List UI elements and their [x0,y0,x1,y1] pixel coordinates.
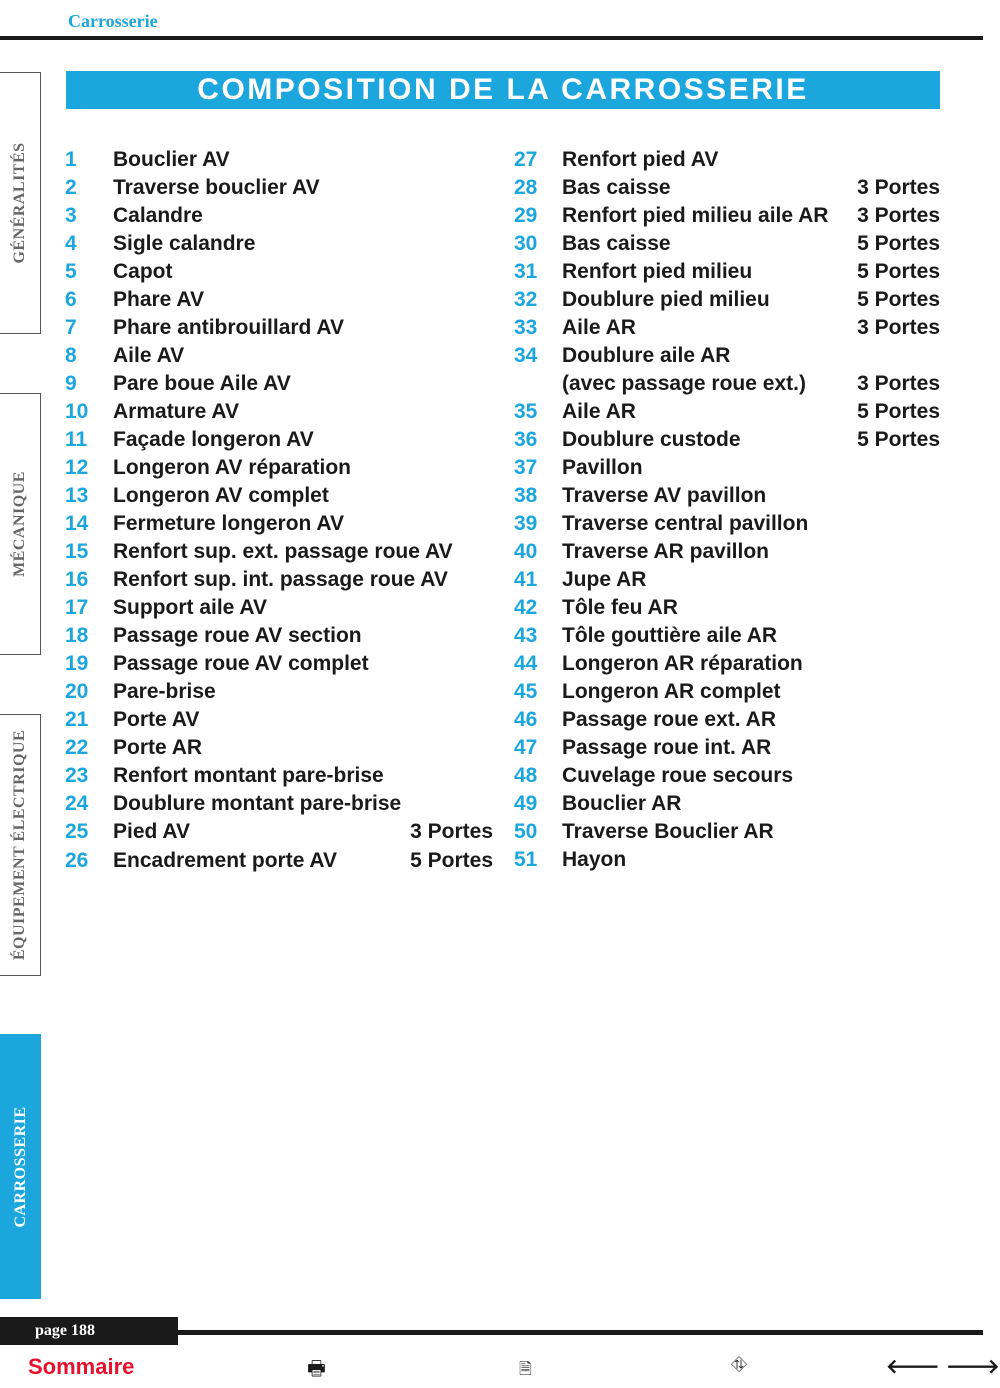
list-item [65,202,493,230]
item-label: Doublure custode [562,428,741,451]
item-number: 15 [65,540,89,563]
list-item [514,734,940,762]
item-number: 36 [514,428,538,451]
list-item [514,566,940,594]
item-label: Tôle feu AR [562,596,678,619]
item-number: 16 [65,568,89,591]
item-label: Aile AR [562,316,636,339]
header-title: Carrosserie [68,11,158,31]
list-item [514,706,940,734]
list-item [514,762,940,790]
item-label: Aile AV [113,344,185,367]
item-number: 32 [514,288,538,311]
item-note: 3 Portes [410,820,493,843]
list-item [514,146,940,174]
item-label: Longeron AR complet [562,680,781,703]
list-item [514,594,940,622]
item-number: 14 [65,512,89,535]
item-label: Bouclier AR [562,792,682,815]
list-item [514,678,940,706]
item-number: 27 [514,148,538,171]
item-label: Passage roue int. AR [562,736,772,759]
item-number: 13 [65,484,89,507]
list-item [65,454,493,482]
item-number: 22 [65,736,89,759]
item-number: 12 [65,456,89,479]
item-note: 5 Portes [410,849,493,872]
list-item [65,734,493,762]
item-number: 26 [65,849,89,872]
item-label: Longeron AV réparation [113,456,352,479]
item-label: Renfort sup. ext. passage roue AV [113,540,453,563]
list-item [514,846,940,874]
list-item [514,230,940,258]
item-label: Doublure aile AR [562,344,731,367]
list-item [514,818,940,846]
list-item [514,650,940,678]
item-number: 4 [65,232,77,255]
item-number: 38 [514,484,538,507]
item-number: 8 [65,344,77,367]
list-item [65,510,493,538]
item-number: 39 [514,512,538,535]
side-tab-carrosserie[interactable] [0,1034,41,1299]
item-label: Support aile AV [113,596,268,619]
item-label: Fermeture longeron AV [113,512,345,535]
list-item [65,230,493,258]
list-item [65,847,493,875]
item-number: 19 [65,652,89,675]
side-tab-label: MÉCANIQUE [11,471,28,577]
list-item [514,202,940,230]
list-item [65,398,493,426]
item-number: 2 [65,176,77,199]
list-item [514,790,940,818]
item-label: Bouclier AV [113,148,230,171]
item-label: Renfort sup. int. passage roue AV [113,568,448,591]
parts-list-left [65,146,493,875]
list-item [65,146,493,174]
document-icon[interactable]: 🗎 [519,1361,532,1378]
item-note: 3 Portes [857,204,940,227]
item-label: Longeron AV complet [113,484,329,507]
item-note: 5 Portes [857,260,940,283]
item-label: Traverse AV pavillon [562,484,767,507]
list-item [514,426,940,454]
item-number: 6 [65,288,77,311]
list-item [514,482,940,510]
page-number: page 188 [0,1317,178,1345]
list-item [65,174,493,202]
item-number: 21 [65,708,89,731]
side-tab-equipement-electrique[interactable] [0,714,41,976]
print-icon[interactable]: 🖶 [307,1358,326,1380]
list-item [514,314,940,342]
item-number: 5 [65,260,77,283]
item-label: Longeron AR réparation [562,652,803,675]
item-label: Traverse AR pavillon [562,540,769,563]
side-tab-label: CARROSSERIE [11,1105,29,1228]
item-number: 50 [514,820,538,843]
list-item [514,342,940,370]
list-item [65,342,493,370]
item-number: 51 [514,848,538,871]
section-title: COMPOSITION DE LA CARROSSERIE [66,71,940,109]
item-number: 45 [514,680,538,703]
item-label: Bas caisse [562,176,671,199]
item-number: 23 [65,764,89,787]
list-item [65,370,493,398]
item-note: 5 Portes [857,232,940,255]
list-item [65,566,493,594]
item-note: 3 Portes [857,176,940,199]
item-number: 28 [514,176,538,199]
item-number: 47 [514,736,538,759]
item-label: Façade longeron AV [113,428,314,451]
item-label: Capot [113,260,173,283]
item-label: Aile AR [562,400,636,423]
list-item [65,818,493,846]
list-item [514,538,940,566]
item-number: 48 [514,764,538,787]
list-item [514,510,940,538]
list-item [514,398,940,426]
item-number: 43 [514,624,538,647]
list-item [514,258,940,286]
item-number: 25 [65,820,89,843]
item-label: Passage roue AV complet [113,652,369,675]
item-label: Encadrement porte AV [113,849,338,872]
side-tab-mecanique[interactable] [0,393,41,655]
item-label: Traverse bouclier AV [113,176,320,199]
item-label: Renfort pied milieu [562,260,753,283]
list-item [65,790,493,818]
item-number: 20 [65,680,89,703]
list-item [514,454,940,482]
item-label: Renfort pied milieu aile AR [562,204,829,227]
list-item [514,174,940,202]
item-number: 18 [65,624,89,647]
side-tab-generalites[interactable] [0,72,41,334]
next-page-icon[interactable]: 🡒 [946,1356,1000,1378]
item-label: Passage roue ext. AR [562,708,776,731]
item-number: 40 [514,540,538,563]
parts-list-right [514,146,940,874]
item-number: 1 [65,148,77,171]
item-number: 31 [514,260,538,283]
side-tab-label: ÉQUIPEMENT ÉLECTRIQUE [11,729,28,961]
list-item [514,622,940,650]
previous-page-icon[interactable]: 🡐 [886,1356,940,1378]
item-number: 49 [514,792,538,815]
sommaire-link[interactable]: Sommaire [28,1354,135,1379]
item-number: 34 [514,344,538,367]
item-label: Cuvelage roue secours [562,764,794,787]
item-label: Renfort pied AV [562,148,719,171]
item-label: Doublure pied milieu [562,288,770,311]
item-label: Porte AV [113,708,200,731]
item-number: 46 [514,708,538,731]
list-item [514,370,940,398]
list-item [65,314,493,342]
list-item [65,258,493,286]
footer-divider [178,1330,983,1335]
item-label: Traverse central pavillon [562,512,809,535]
list-item [65,650,493,678]
item-label: Pied AV [113,820,191,843]
item-label: (avec passage roue ext.) [562,372,806,395]
item-number: 42 [514,596,538,619]
item-label: Hayon [562,848,627,871]
item-label: Armature AV [113,400,240,423]
item-label: Phare AV [113,288,205,311]
item-label: Renfort montant pare-brise [113,764,384,787]
item-label: Pare-brise [113,680,216,703]
side-tab-label: GÉNÉRALITÉS [11,142,28,264]
item-number: 24 [65,792,89,815]
item-number: 17 [65,596,89,619]
item-note: 3 Portes [857,316,940,339]
item-number: 7 [65,316,77,339]
item-number: 44 [514,652,538,675]
item-label: Passage roue AV section [113,624,362,647]
item-label: Traverse Bouclier AR [562,820,774,843]
item-label: Phare antibrouillard AV [113,316,345,339]
item-number: 41 [514,568,538,591]
item-number: 11 [65,428,88,451]
item-note: 5 Portes [857,400,940,423]
list-item [65,538,493,566]
item-number: 9 [65,372,77,395]
item-label: Doublure montant pare-brise [113,792,402,815]
item-label: Jupe AR [562,568,647,591]
item-number: 33 [514,316,538,339]
list-item [65,426,493,454]
list-item [65,594,493,622]
list-item [65,706,493,734]
item-note: 5 Portes [857,288,940,311]
header-divider [0,36,983,40]
item-label: Tôle gouttière aile AR [562,624,778,647]
item-label: Sigle calandre [113,232,256,255]
item-label: Porte AR [113,736,203,759]
item-number: 29 [514,204,538,227]
search-icon[interactable]: ⛗ [731,1354,747,1376]
list-item [65,482,493,510]
item-number: 30 [514,232,538,255]
list-item [65,678,493,706]
item-note: 5 Portes [857,428,940,451]
item-label: Pare boue Aile AV [113,372,291,395]
item-number: 35 [514,400,538,423]
item-number: 10 [65,400,89,423]
list-item [65,762,493,790]
item-note: 3 Portes [857,372,940,395]
list-item [65,286,493,314]
item-number: 37 [514,456,538,479]
item-label: Calandre [113,204,203,227]
list-item [65,622,493,650]
item-label: Bas caisse [562,232,671,255]
list-item [514,286,940,314]
item-number: 3 [65,204,77,227]
item-label: Pavillon [562,456,643,479]
